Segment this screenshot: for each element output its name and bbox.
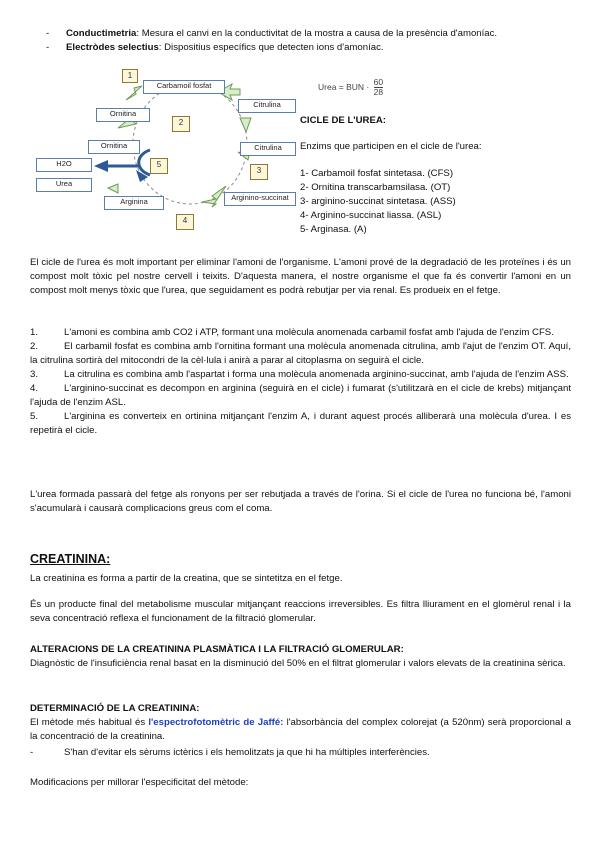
enzyme-item: 3- arginino-succinat sintetasa. (ASS) (300, 196, 456, 207)
creatinina-heading: CREATININA: (30, 552, 111, 566)
determinacio-heading: DETERMINACIÓ DE LA CREATININA: (30, 703, 200, 714)
determinacio-text: El mètode més habitual és l'espectrofotomètric de Jaffé: l'absorbància del complex colorejat (a 520nm) serà proporcional a la concentració de la creatinina. (30, 717, 571, 742)
enzyme-item: 2- Ornitina transcarbamsilasa. (OT) (300, 182, 451, 193)
bullet-marker: - (46, 42, 50, 53)
citrulina-right-box: Citrulina (240, 142, 296, 156)
ornitina-left-box: Ornitina (88, 140, 140, 154)
enzyme-item: 1- Carbamoil fosfat sintetasa. (CFS) (300, 168, 454, 179)
bullet-marker: - (46, 28, 50, 39)
creatinina-intro: La creatinina es forma a partir de la creatina, que se sintetitza en el fetge. (30, 573, 343, 584)
step-item: 3. La citrulina es combina amb l'aspartat i forma una molècula anomenada arginino-succinat, amb l'ajuda de l'enzim ASS. (30, 369, 569, 380)
alteracions-text: Diagnòstic de l'insuficiència renal basat en la disminució del 50% en el filtrat glomerular i valors elevats de la creatinina sèrica. (30, 658, 566, 669)
enzyme-item: 5- Arginasa. (A) (300, 224, 367, 235)
step-item: 1. L'amoni es combina amb CO2 i ATP, formant una molècula anomenada carbamil fosfat amb l'ajuda de l'enzim CFS. (30, 327, 554, 338)
citrulina-box: Citrulina (238, 99, 296, 113)
enzyme-item: 4- Arginino-succinat liassa. (ASL) (300, 210, 442, 221)
urea-intro-paragraph: El cicle de l'urea és molt important per eliminar l'amoni de l'organisme. L'amoni prové de la degradació de les proteïnes i és un compost molt tòxic pel nostre cervell i teixits. D'aquesta manera, el nostre organisme el que fa és convertir l'amoni en un compost molt menys tòxic que l'urea, que seguidament es podrà rebutjar per via renal. Es produeix en el fetge. (30, 257, 571, 296)
bullet-text: : Dispositius específics que detecten ions d'amoníac. (158, 42, 384, 53)
step-4-box: 4 (176, 214, 194, 230)
step-3-box: 3 (250, 164, 268, 180)
enzyme-list (300, 167, 456, 237)
step-5-box: 5 (150, 158, 168, 174)
bullet-term: Electròdes selectius (66, 42, 159, 53)
step-item: 4. L'arginino-succinat es decompon en arginina (seguirà en el cicle) i fumarat (s'utilitzarà en el cicle de krebs) mitjançant l'ajuda de l'enzim ASL. (30, 383, 571, 408)
step-item: 5. L'arginina es converteix en ortinina mitjançant l'enzim A, i durant aquest procés alliberarà una molècula d'urea. I es repetirà el cicle. (30, 411, 571, 436)
jaffe-method-link[interactable]: l'espectrofotomètric de Jaffé: (148, 717, 284, 728)
urea-summary-paragraph: L'urea formada passarà del fetge als ronyons per ser rebutjada a través de l'orina. Si el cicle de l'urea no funciona bé, l'amoni s'acumularà i causarà complicacions greus com el coma. (30, 489, 571, 514)
creatinina-description: És un producte final del metabolisme muscular mitjançant reaccions irreversibles. Es filtra lliurament en el glomèrul renal i la seva concentració reflexa el funcionament de la filtració glomerular. (30, 599, 571, 624)
modificacions-text: Modificacions per millorar l'especificitat del mètode: (30, 777, 249, 788)
argsucc-box: Arginino-succinat (224, 192, 296, 206)
step-2-box: 2 (172, 116, 190, 132)
cycle-title: CICLE DE L'UREA: (300, 115, 386, 126)
arginina-box: Arginina (104, 196, 164, 210)
formula-numerator: 60 (373, 77, 384, 87)
formula-lhs: Urea = BUN · (318, 81, 370, 92)
bun-formula (318, 78, 383, 97)
step-item: 2. El carbamil fosfat es combina amb l'ornitina formant una molècula anomenada citrulina, amb l'ajut de l'enzim OT. Aquí, la citrulina sortirà del mitocondri de la cèl·lula i anirà a parar al citoplasma on seguirà el cicle. (30, 341, 571, 366)
formula-denominator: 28 (373, 87, 384, 97)
alteracions-heading: ALTERACIONS DE LA CREATININA PLASMÀTICA I LA FILTRACIÓ GLOMERULAR: (30, 644, 404, 655)
step-1-box: 1 (122, 69, 138, 83)
ornitina-top-box: Ornitina (96, 108, 150, 122)
bullet-term: Conductimetria (66, 28, 137, 39)
h2o-box: H2O (36, 158, 92, 172)
bullet-marker: - (30, 747, 34, 758)
bullet-text: : Mesura el canvi en la conductivitat de la mostra a causa de la presència d'amoníac. (136, 28, 498, 39)
carbamoil-box: Carbamoil fosfat (143, 80, 225, 94)
bullet-text: S'han d'evitar els sèrums ictèrics i els hemolitzats ja que hi ha múltiples interferències. (64, 747, 430, 758)
steps-list (30, 326, 571, 438)
urea-box: Urea (36, 178, 92, 192)
cycle-subtitle: Enzims que participen en el cicle de l'urea: (300, 141, 482, 152)
